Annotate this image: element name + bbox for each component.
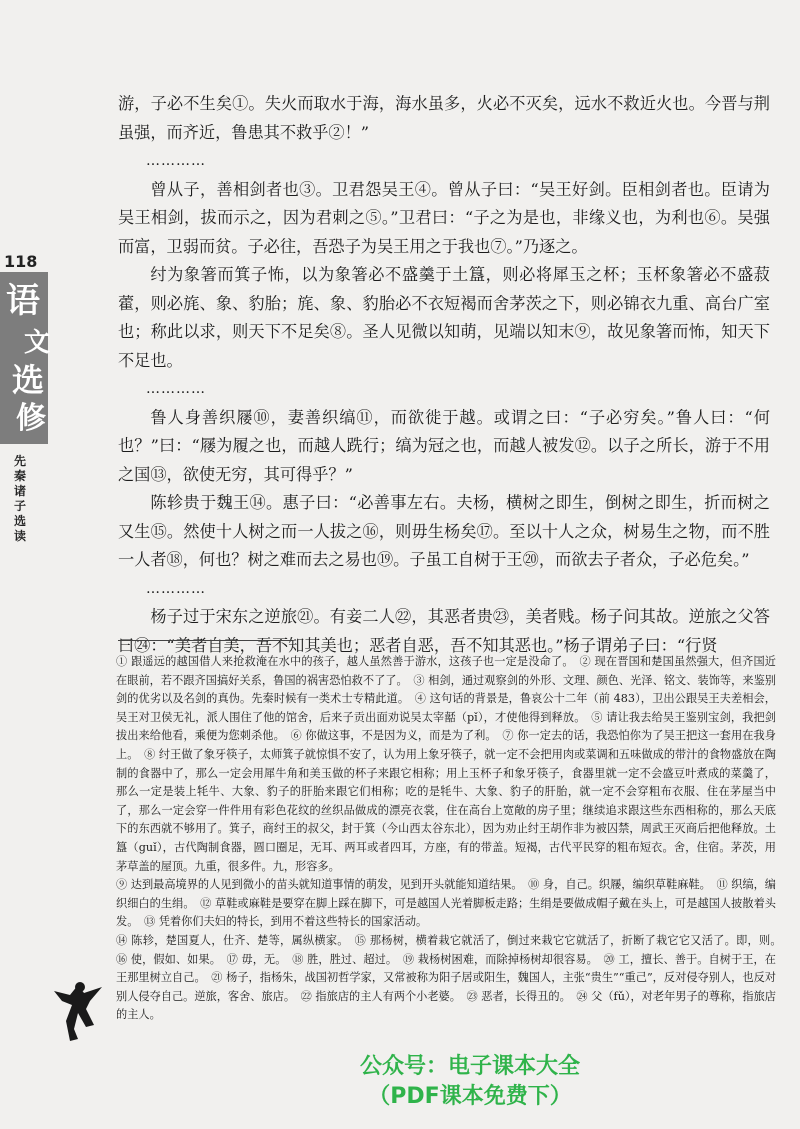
main-text — [118, 90, 770, 660]
footnote-divider — [118, 640, 293, 641]
paragraph: 游，子必不生矣①。失火而取水于海，海水虽多，火必不灭矣，远水不救近火也。今晋与荆虽强，而齐近，鲁患其不救乎②！” — [118, 94, 770, 142]
sidebar-banner — [0, 272, 51, 444]
footer-line-2: （PDF课本免费下） — [368, 1084, 572, 1109]
footer-line-1: 公众号：电子课本大全 — [359, 1054, 580, 1079]
ellipsis-separator: ………… — [146, 153, 206, 169]
footnotes — [116, 653, 788, 1025]
ellipsis-separator: ………… — [146, 580, 206, 597]
paragraph: 鲁人身善织屦⑩，妻善织缟⑪，而欲徙于越。或谓之曰：“子必穷矣。”鲁人曰：“何也？”曰：“屦为履之也，而越人跣行；缟为冠之也，而越人被发⑫。以子之所长，游于不用之国⑬，欲使无穷，其可得乎？” — [118, 407, 770, 484]
sidebar-char-2: 文 — [24, 328, 51, 358]
paragraph: 纣为象箸而箕子怖，以为象箸必不盛羹于土簋，则必将犀玉之杯；玉杯象箸必不盛菽藿，则必旄、象、豹胎；旄、象、豹胎必不衣短褐而舍茅茨之下，则必锦衣九重、高台广室也；称此以求，则天下不足矣⑧。圣人见微以知萌，见端以知末⑨，故见象箸而怖，知天下不足也。 — [118, 265, 770, 370]
ink-figure-icon — [48, 975, 110, 1043]
footer-watermark — [170, 1052, 770, 1112]
paragraph: 曾从子，善相剑者也③。卫君怨吴王④。曾从子曰：“吴王好剑。臣相剑者也。臣请为吴王相剑，拔而示之，因为君刺之⑤。”卫君曰：“子之为是也，非缘义也，为利也⑥。吴强而富，卫弱而贫。子必往，吾恐子为吴王用之于我也⑦。”乃逐之。 — [118, 179, 770, 256]
page-number: 118 — [4, 252, 38, 271]
sidebar-char-4: 修 — [16, 401, 46, 436]
ellipsis-separator: ………… — [146, 381, 206, 397]
sidebar-char-1: 语 — [6, 281, 40, 321]
footnote-block: ① 跟遥远的越国借人来抢救淹在水中的孩子，越人虽然善于游水，这孩子也一定是没命了。 ② 现在晋国和楚国虽然强大，但齐国近在眼前，若不跟齐国搞好关系，鲁国的祸害恐怕救不了了。 ③ 相剑，通过观察剑的外形、文理、颜色、光泽、铭文、装饰等，来鉴别剑的优劣以及名剑的真伪。先秦时候有一类术士专精此道。 ④ 这句话的背景是，鲁哀公十二年（前 483），卫出公跟吴王夫差相会，吴王对卫侯无礼，派人围住了他的馆舍，后来子贡出面劝说吴太宰嚭（pǐ），才使他得到释放。 ⑤ 请让我去给吴王鉴别宝剑，我把剑拔出来给他看，乘便为您刺杀他。 ⑥ 你做这事，不是因为义，而是为了利。 ⑦ 你一定去的话，我恐怕你为了吴王把这一套用在我身上。 ⑧ 纣王做了象牙筷子，太师箕子就惊惧不安了，认为用上象牙筷子，就一定不会把用肉或菜调和五味做成的带汁的食物盛放在陶制的食器中了，那么一定会用犀牛角和美玉做的杯子来跟它相称；用上玉杯子和象牙筷子，食器里就一定不会盛豆叶煮成的菜羹了，那么一定是装上牦牛、大象、豹子的肝胎来跟它们相称；吃的是牦牛、大象、豹子的肝胎，就一定不会穿粗布衣服、住在茅屋当中了，那么一定会穿一件件用有彩色花纹的丝织品做成的漂亮衣裳，住在高台上宽敞的房子里；继续追求跟这些东西相称的，那么天底下的东西就不够用了。箕子，商纣王的叔父，封于箕（今山西太谷东北），因为劝止纣王胡作非为被囚禁，周武王灭商后把他释放。土簋（guǐ），古代陶制食器，圆口圈足，无耳、两耳或者四耳，方座，有的带盖。短褐，古代平民穿的粗布短衣。舍，住宿。茅茨，用茅草盖的屋顶。九重，很多件。九，形容多。 — [116, 655, 776, 873]
sidebar-char-3: 选 — [12, 361, 45, 399]
paragraph: 陈轸贵于魏王⑭。惠子曰：“必善事左右。夫杨，横树之即生，倒树之即生，折而树之又生⑮。然使十人树之而一人拔之⑯，则毋生杨矣⑰。至以十人之众，树易生之物，而不胜一人者⑱，何也？树之难而去之易也⑲。子虽工自树于王⑳，而欲去子者众，子必危矣。” — [118, 493, 770, 569]
footnote-block: ⑨ 达到最高境界的人见到微小的苗头就知道事情的萌发，见到开头就能知道结果。 ⑩ 身，自己。织屦，编织草鞋麻鞋。 ⑪ 织缟，编织细白的生绢。 ⑫ 草鞋或麻鞋是要穿在脚上踩在脚下，可是越国人光着脚板走路；生绢是要做成帽子戴在头上，可是越国人披散着头发。 ⑬ 凭着你们夫妇的特长，到用不着这些特长的国家活动。 — [116, 878, 776, 929]
paragraph: 杨子过于宋东之逆旅㉑。有妾二人㉒，其恶者贵㉓，美者贱。杨子问其故。逆旅之父答曰㉔：“美者自美，吾不知其美也；恶者自恶，吾不知其恶也。”杨子谓弟子曰：“行贤 — [118, 607, 770, 655]
section-title-vertical: 先秦诸子选读 — [13, 454, 26, 543]
footnote-block: ⑭ 陈轸，楚国夏人，仕齐、楚等，属纵横家。 ⑮ 那杨树，横着栽它就活了，倒过来栽它它就活了，折断了栽它它又活了。即，则。 ⑯ 使，假如、如果。 ⑰ 毋，无。 ⑱ 胜，胜过、超过。 ⑲ 栽杨树困难，而除掉杨树却很容易。 ⑳ 工，擅长、善于。自树于王，在王那里树立自己。 ㉑ 杨子，指杨朱，战国初哲学家，又常被称为阳子居或阳生，魏国人，主张“贵生”“重己”，反对侵夺别人，也反对别人侵夺自己。逆旅，客舍、旅店。 ㉒ 指旅店的主人有两个小老婆。 ㉓ 恶者，长得丑的。 ㉔ 父（fǔ），对老年男子的尊称，指旅店的主人。 — [116, 933, 788, 1022]
